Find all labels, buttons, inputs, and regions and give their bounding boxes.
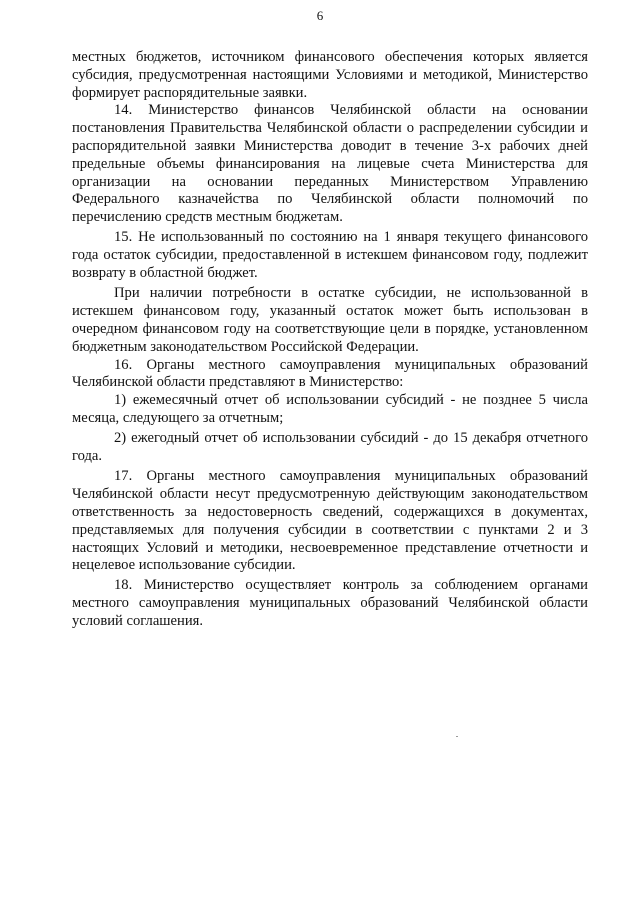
paragraph-continuation: местных бюджетов, источником финансового обеспечения которых является субсидия, предусмотренная настоящими Условиями и методикой, Министерство формирует распорядительные заявки. [72, 49, 588, 101]
paragraph-16-item-1: 1) ежемесячный отчет об использовании субсидий - не позднее 5 числа месяца, следующего за отчетным; [72, 392, 588, 426]
paragraph-14: 14. Министерство финансов Челябинской области на основании постановления Правительства Челябинской области о распределении субсидии и распорядительной заявки Министерства доводит в течение 3-х рабочих дней предельные объемы финансирования на лицевые счета Министерства для организации на основании переданных Министерством Управлению Федерального казначейства по Челябинской области полномочий по перечислению средств местным бюджетам. [72, 102, 588, 226]
paragraph-18: 18. Министерство осуществляет контроль за соблюдением органами местного самоуправления муниципальных образований Челябинской области условий соглашения. [72, 577, 588, 629]
paragraph-17: 17. Органы местного самоуправления муниципальных образований Челябинской области несут предусмотренную действующим законодательством ответственность за недостоверность сведений, содержащихся в документах, представляемых для получения субсидии в соответствии с пунктами 2 и 3 настоящих Условий и методики, несвоевременное представление отчетности и нецелевое использование субсидии. [72, 468, 588, 574]
paragraph-15-remainder: При наличии потребности в остатке субсидии, не использованной в истекшем финансовом году, указанный остаток может быть использован в очередном финансовом году на соответствующие цели в порядке, установленном бюджетным законодательством Российской Федерации. [72, 285, 588, 355]
paragraph-16: 16. Органы местного самоуправления муниципальных образований Челябинской области представляют в Министерство: [72, 356, 588, 391]
paragraph-15: 15. Не использованный по состоянию на 1 января текущего финансового года остаток субсидии, предоставленной в истекшем финансовом году, подлежит возврату в областной бюджет. [72, 228, 588, 281]
scan-artifact-dot [456, 736, 458, 737]
paragraph-16-item-2: 2) ежегодный отчет об использовании субсидий - до 15 декабря отчетного года. [72, 429, 588, 464]
document-body [72, 49, 588, 631]
page-number: 6 [316, 8, 324, 23]
